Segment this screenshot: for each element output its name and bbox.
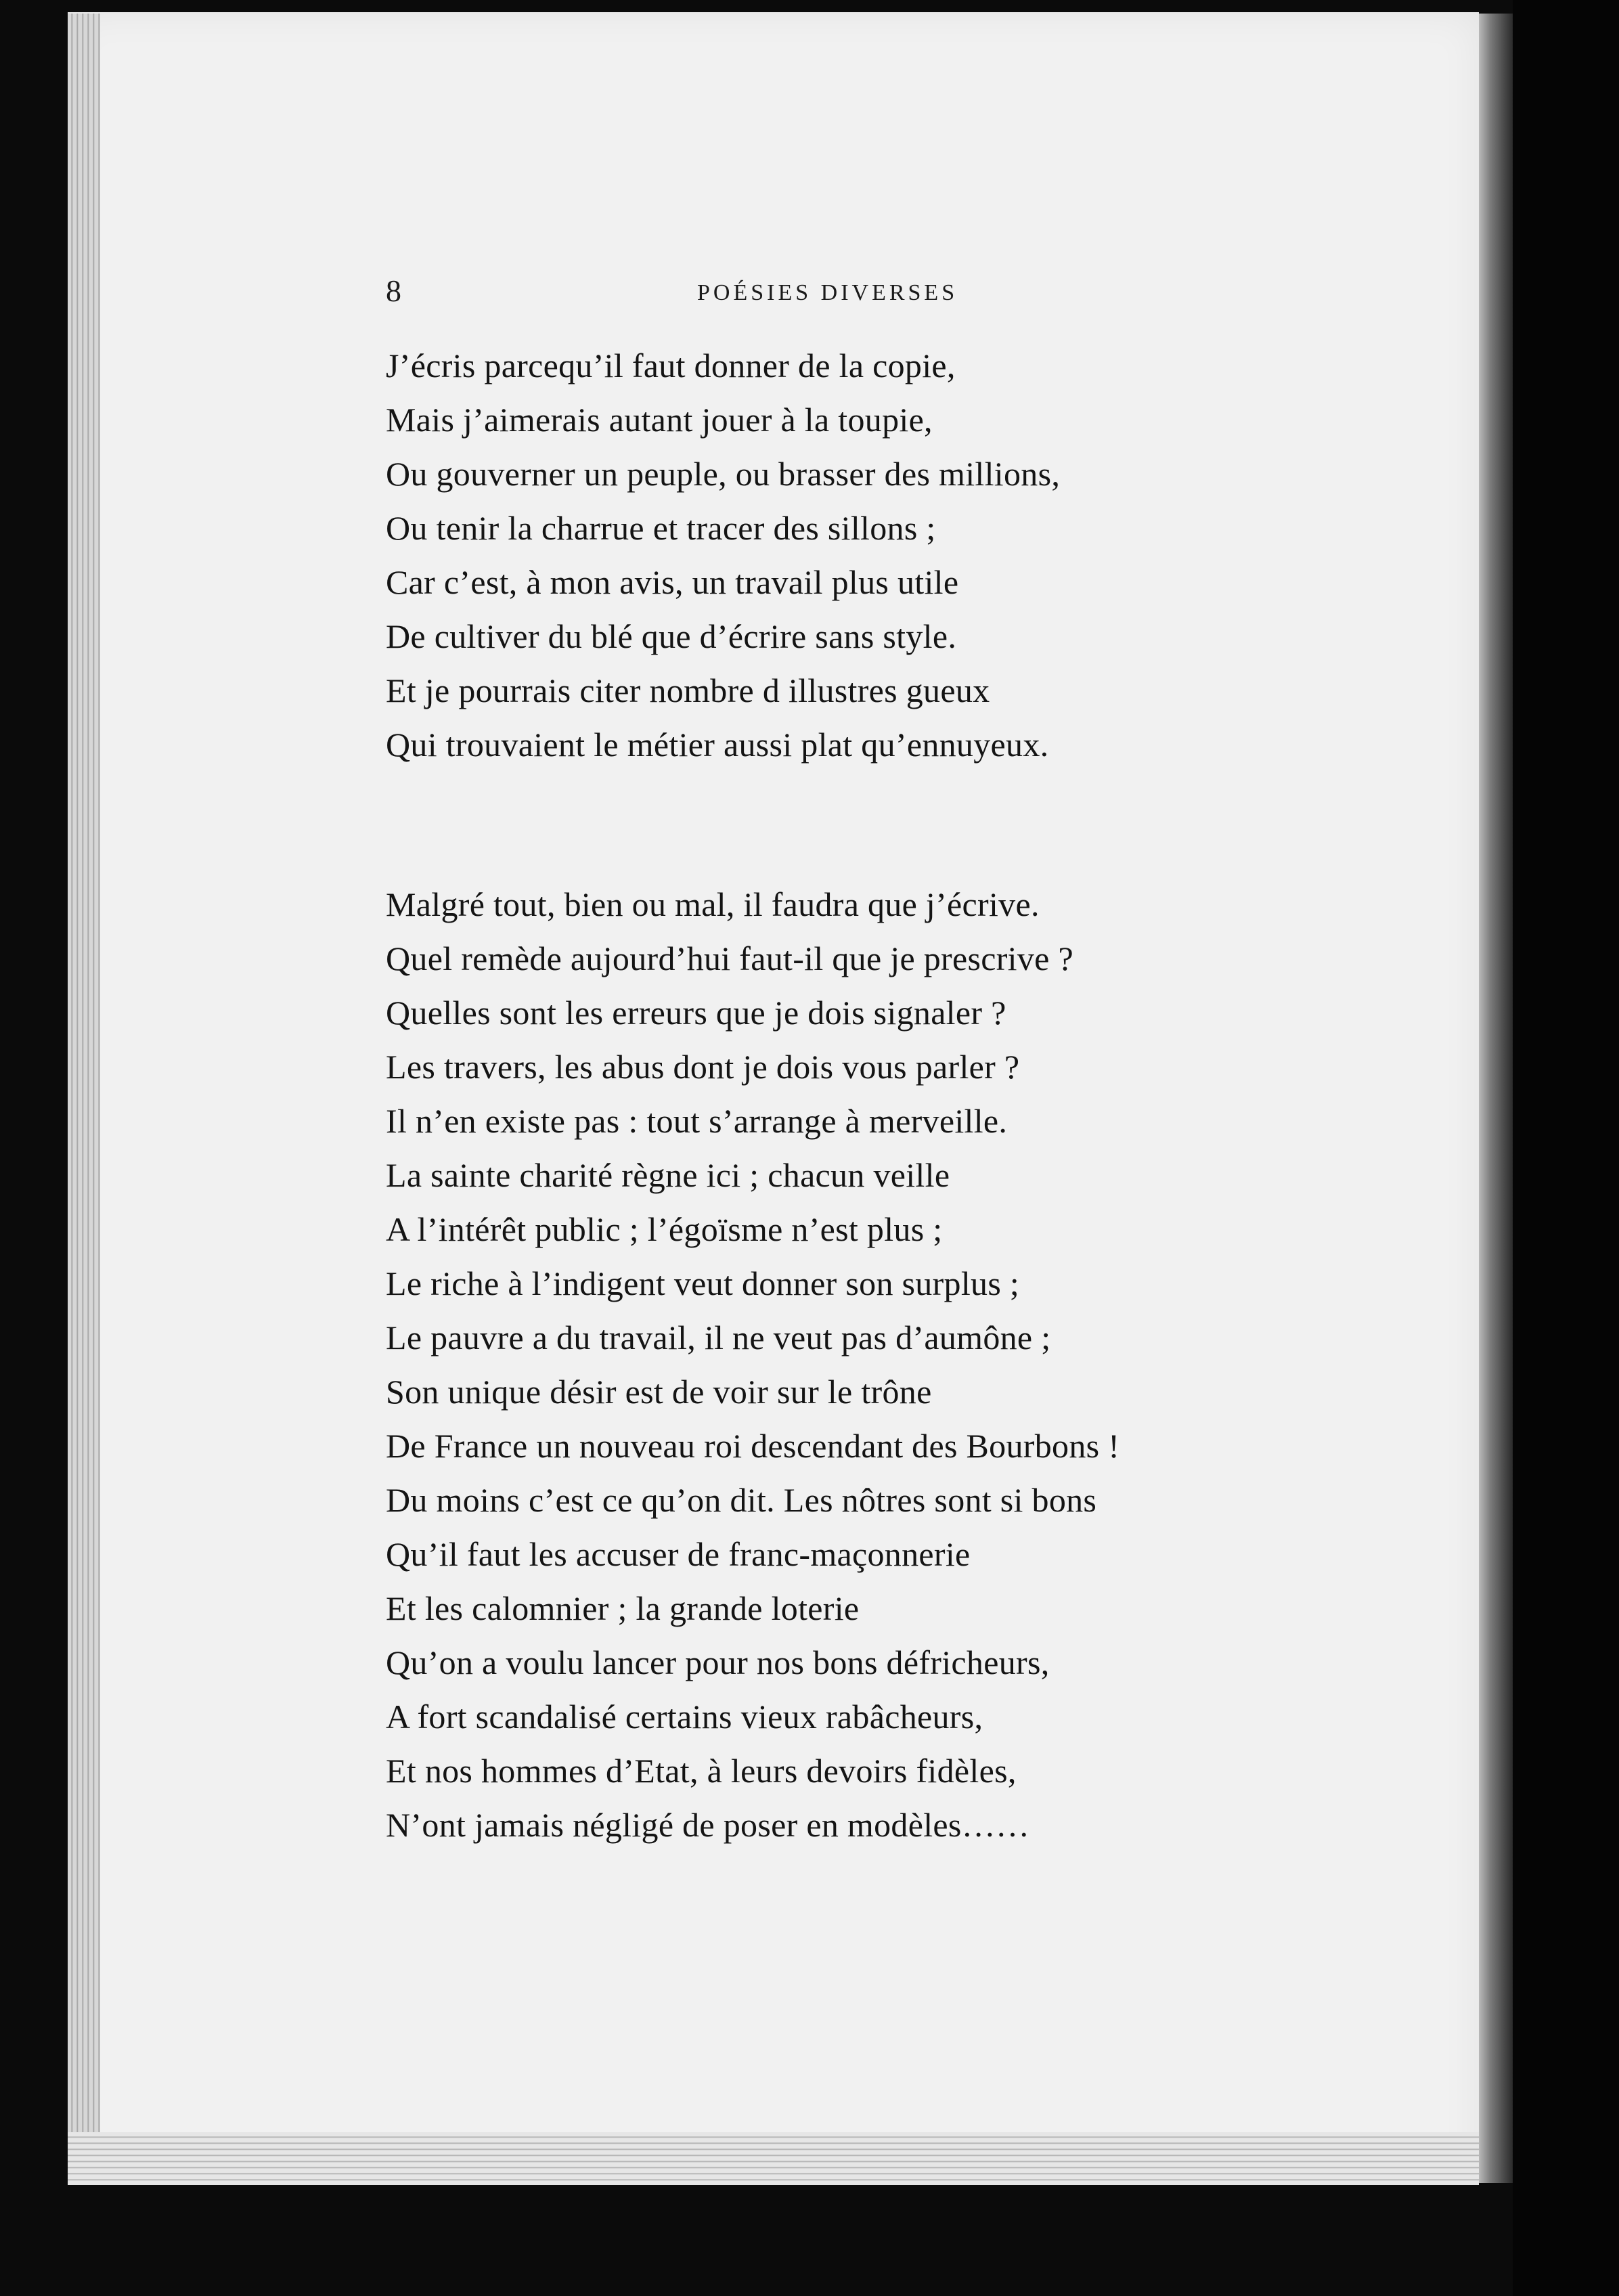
- verse-line: Qu’il faut les accuser de franc-maçonnerie: [386, 1535, 971, 1573]
- verse-line: Ou gouverner un peuple, ou brasser des millions,: [386, 455, 1061, 493]
- verse-line: Du moins c’est ce qu’on dit. Les nôtres sont si bons: [386, 1481, 1097, 1519]
- verse-line: Mais j’aimerais autant jouer à la toupie,: [386, 401, 933, 439]
- poem-body: [386, 338, 1367, 1852]
- verse-line: Car c’est, à mon avis, un travail plus utile: [386, 563, 959, 601]
- verse-line: De France un nouveau roi descendant des Bourbons !: [386, 1427, 1120, 1465]
- verse-line: Malgré tout, bien ou mal, il faudra que j’écrive.: [386, 885, 1040, 923]
- binding-shadow: [1513, 0, 1619, 2296]
- verse-line: N’ont jamais négligé de poser en modèles……: [386, 1806, 1030, 1844]
- verse-line: A fort scandalisé certains vieux rabâcheurs,: [386, 1698, 983, 1736]
- verse-line: La sainte charité règne ici ; chacun veille: [386, 1156, 950, 1194]
- verse-line: Son unique désir est de voir sur le trône: [386, 1373, 932, 1411]
- verse-line: Le riche à l’indigent veut donner son surplus ;: [386, 1264, 1020, 1302]
- verse-line: Quel remède aujourd’hui faut-il que je prescrive ?: [386, 940, 1073, 977]
- verse-line: Et je pourrais citer nombre d illustres gueux: [386, 671, 990, 709]
- verse-line: Quelles sont les erreurs que je dois signaler ?: [386, 994, 1006, 1032]
- verse-line: De cultiver du blé que d’écrire sans style.: [386, 617, 957, 655]
- verse-line: Le pauvre a du travail, il ne veut pas d’aumône ;: [386, 1319, 1051, 1356]
- verse-line: Et les calomnier ; la grande loterie: [386, 1589, 860, 1627]
- running-head: [386, 267, 1266, 315]
- verse-line: Et nos hommes d’Etat, à leurs devoirs fidèles,: [386, 1752, 1017, 1790]
- page-header-title: POÉSIES DIVERSES: [697, 280, 958, 305]
- verse-line: A l’intérêt public ; l’égoïsme n’est plus ;: [386, 1210, 943, 1248]
- binding-gutter: [1479, 14, 1513, 2183]
- page-stack-bottom-edge: [68, 2132, 1479, 2185]
- verse-line: Qui trouvaient le métier aussi plat qu’ennuyeux.: [386, 726, 1049, 764]
- verse-line: Il n’en existe pas : tout s’arrange à merveille.: [386, 1102, 1008, 1140]
- verse-line: Qu’on a voulu lancer pour nos bons défricheurs,: [386, 1643, 1050, 1681]
- stanza: [386, 338, 1367, 772]
- stanza: [386, 877, 1367, 1852]
- verse-line: Les travers, les abus dont je dois vous parler ?: [386, 1048, 1020, 1086]
- verse-line: Ou tenir la charrue et tracer des sillons ;: [386, 509, 936, 547]
- page-number: 8: [386, 273, 401, 308]
- verse-line: J’écris parcequ’il faut donner de la copie,: [386, 347, 956, 384]
- page-stack-left-edge: [68, 14, 100, 2183]
